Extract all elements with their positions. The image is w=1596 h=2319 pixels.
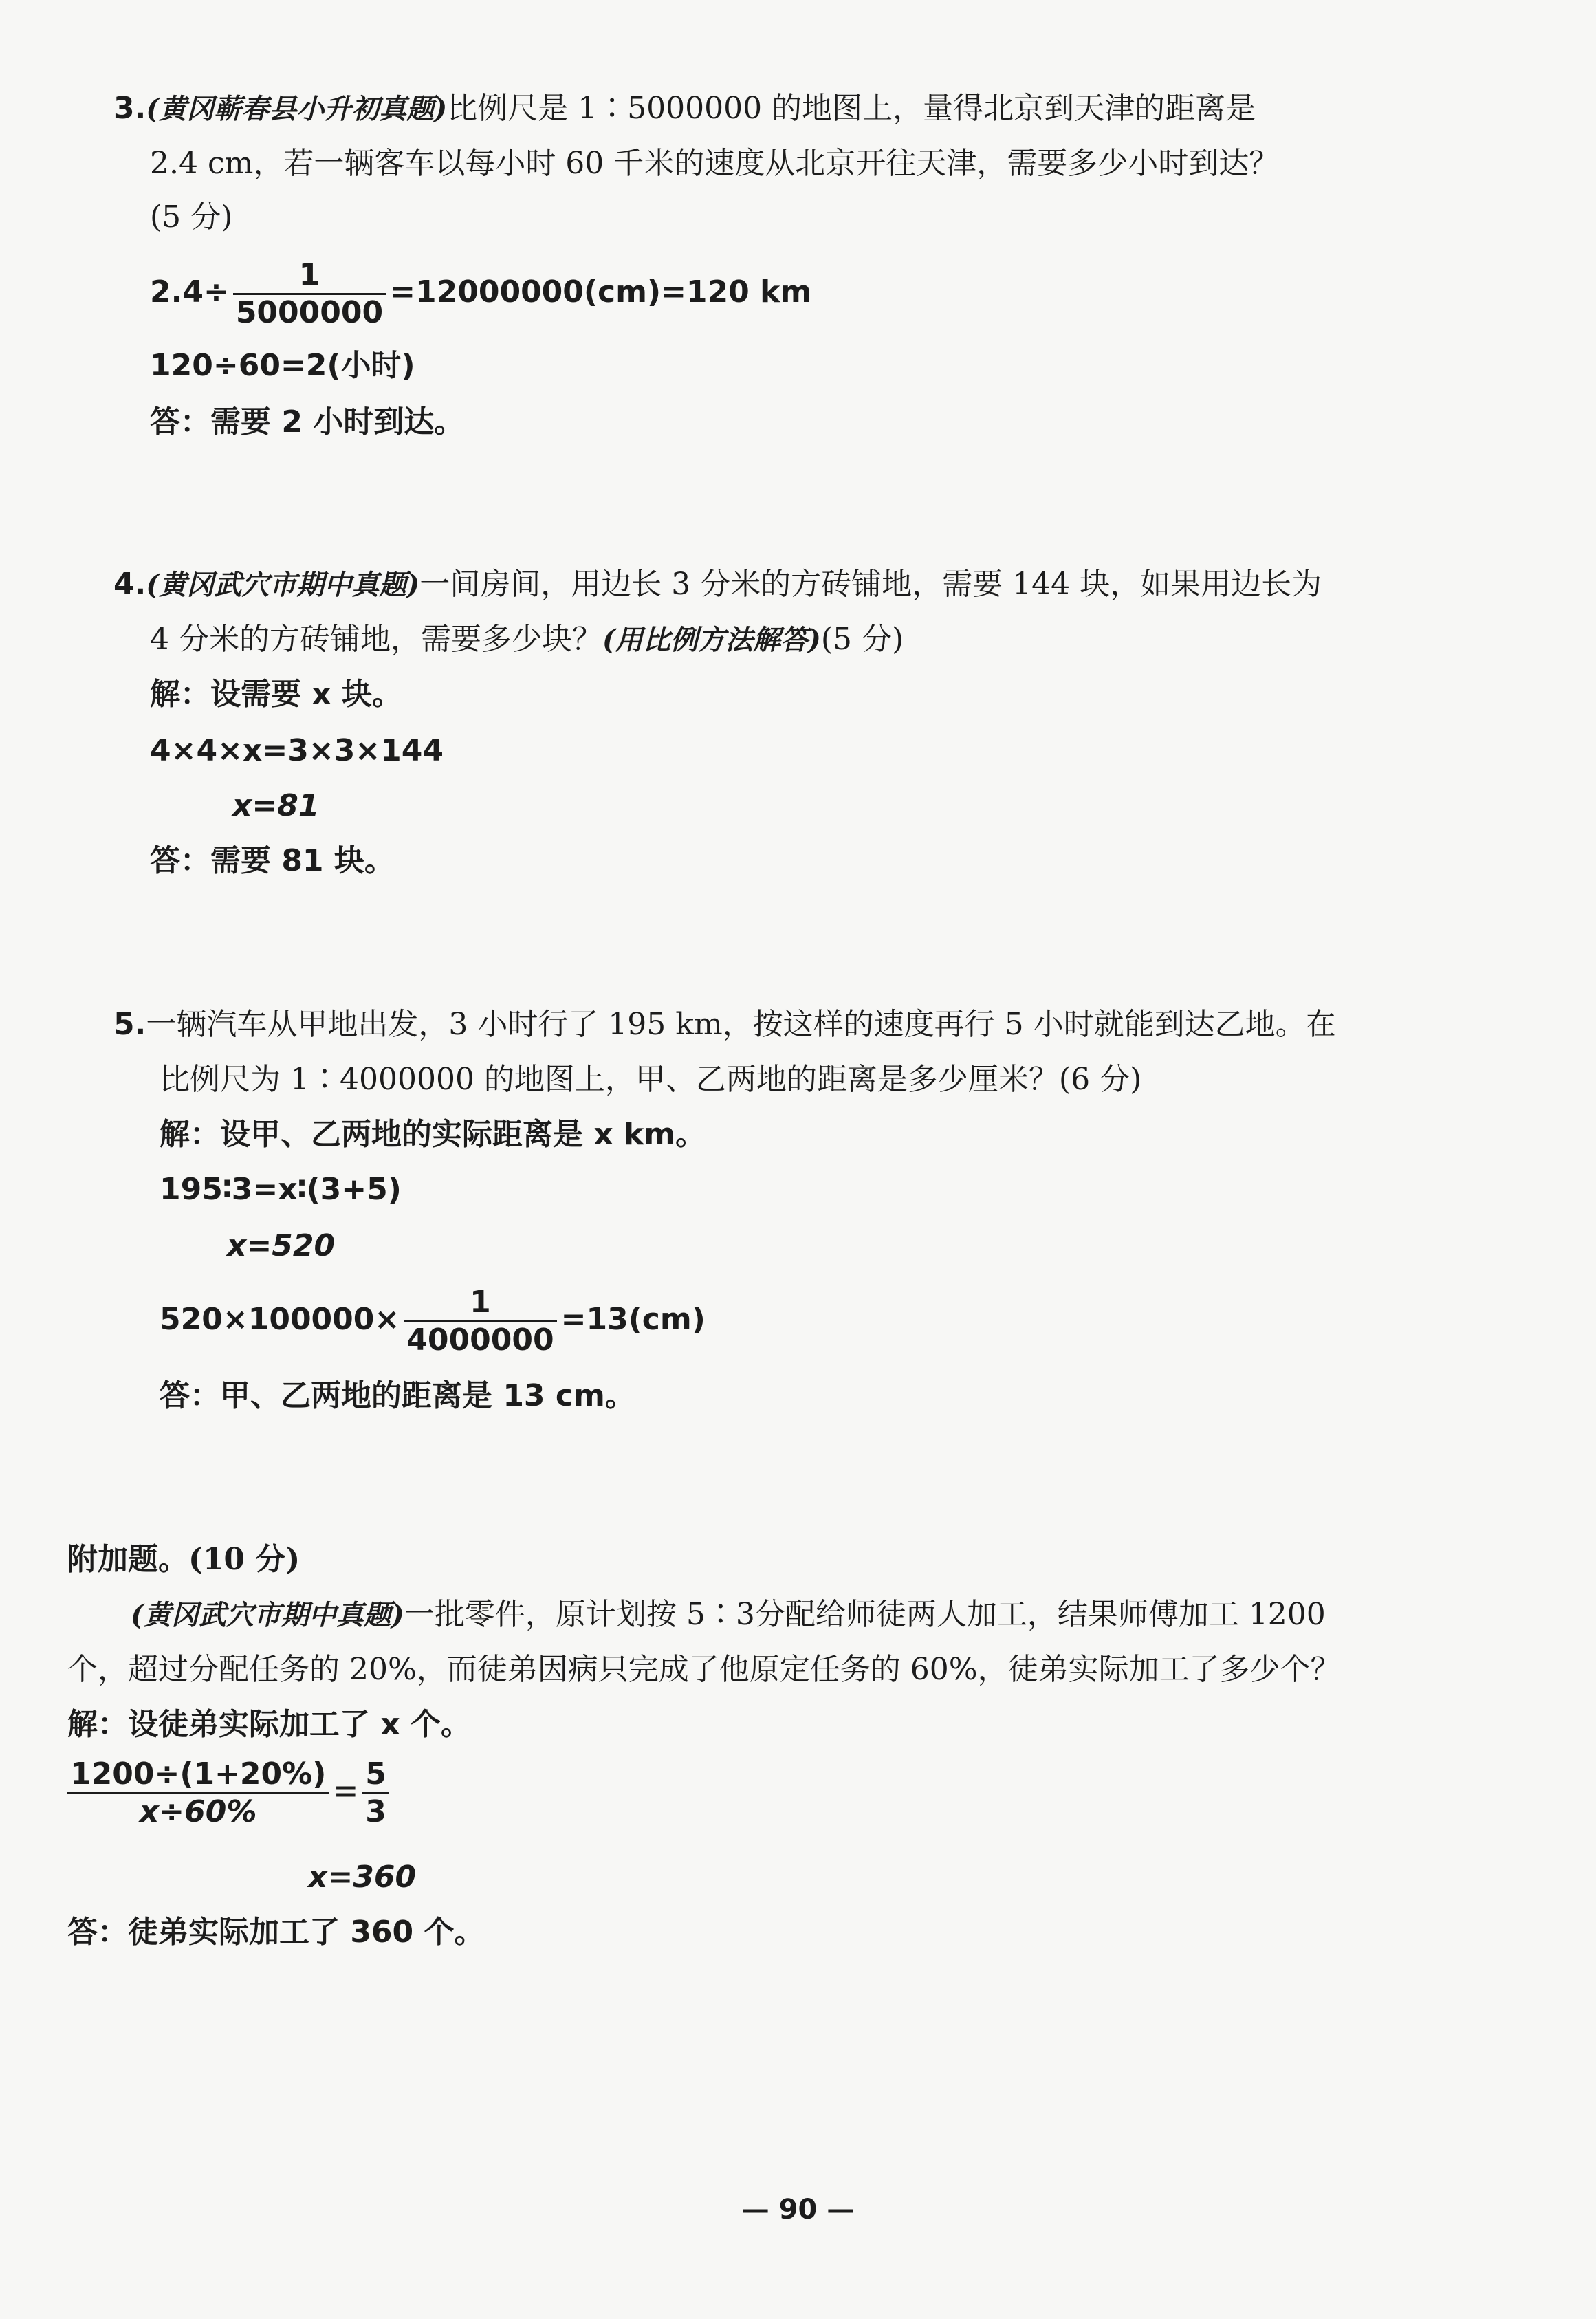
q3-text-1: 比例尺是 1∶5000000 的地图上，量得北京到天津的距离是 bbox=[447, 91, 1256, 126]
q3-line-1 bbox=[113, 88, 1256, 130]
q4-method: (用比例方法解答) bbox=[602, 624, 821, 656]
bonus-eq-right-fraction bbox=[362, 1756, 389, 1830]
q4-source: (黄冈武穴市期中真题) bbox=[146, 569, 420, 601]
q3-text-2: 2.4 cm，若一辆客车以每小时 60 千米的速度从北京开往天津，需要多少小时到达？ bbox=[150, 146, 1280, 181]
q5-step-numerator: 1 bbox=[404, 1285, 556, 1322]
q3-source: (黄冈蕲春县小升初真题) bbox=[146, 93, 448, 125]
q3-step2: 120÷60=2(小时) bbox=[150, 348, 415, 383]
q4-equation: 4×4×x=3×3×144 bbox=[150, 733, 444, 768]
bonus-answer: 答：徒弟实际加工了 360 个。 bbox=[67, 1915, 485, 1950]
bonus-equation bbox=[63, 1754, 393, 1830]
bonus-text-2: 个，超过分配任务的 20%，而徒弟因病只完成了他原定任务的 60%，徒弟实际加工了多少个？ bbox=[67, 1652, 1341, 1687]
q5-text-2: 比例尺为 1∶4000000 的地图上，甲、乙两地的距离是多少厘米？(6 分) bbox=[160, 1062, 1142, 1097]
q4-answer: 答：需要 81 块。 bbox=[150, 843, 395, 878]
bonus-eq-denominator: x÷60% bbox=[139, 1794, 257, 1829]
bonus-eq-numerator: 1200÷(1+20%) bbox=[67, 1756, 329, 1794]
q3-step1-fraction bbox=[233, 257, 386, 331]
q3-number: 3. bbox=[113, 91, 146, 126]
q3-answer: 答：需要 2 小时到达。 bbox=[150, 404, 465, 439]
q5-let: 解：设甲、乙两地的实际距离是 x km。 bbox=[160, 1117, 706, 1152]
q3-score: (5 分) bbox=[150, 199, 233, 235]
q5-step-fraction bbox=[404, 1285, 556, 1358]
page-number: — 90 — bbox=[741, 2194, 855, 2225]
bonus-eq-left-fraction bbox=[67, 1756, 329, 1830]
q5-answer: 答：甲、乙两地的距离是 13 cm。 bbox=[160, 1378, 635, 1413]
q5-step-left: 520×100000× bbox=[160, 1302, 400, 1337]
q3-step1-left: 2.4÷ bbox=[150, 274, 229, 309]
q5-step bbox=[160, 1282, 706, 1358]
bonus-text-1: 一批零件，原计划按 5∶3分配给师徒两人加工，结果师傅加工 1200 bbox=[404, 1597, 1326, 1632]
q4-text-2: 4 分米的方砖铺地，需要多少块？ bbox=[150, 622, 602, 657]
q5-number: 5. bbox=[113, 1007, 146, 1042]
q4-line-1 bbox=[113, 564, 1322, 606]
bonus-source: (黄冈武穴市期中真题) bbox=[131, 1599, 404, 1631]
bonus-eq-equals: = bbox=[333, 1774, 359, 1809]
q4-score: (5 分) bbox=[820, 622, 904, 657]
q3-step1 bbox=[150, 254, 811, 331]
q3-step1-numerator: 1 bbox=[233, 257, 386, 295]
q4-solution: x=81 bbox=[232, 788, 320, 823]
bonus-line-1 bbox=[131, 1594, 1326, 1636]
q5-line-1 bbox=[113, 1004, 1336, 1045]
q3-step1-right: =12000000(cm)=120 km bbox=[390, 274, 812, 309]
q4-number: 4. bbox=[113, 567, 146, 602]
q5-text-1: 一辆汽车从甲地出发，3 小时行了 195 km，按这样的速度再行 5 小时就能到达乙地。在 bbox=[146, 1007, 1336, 1042]
q5-step-right: =13(cm) bbox=[560, 1302, 706, 1337]
q4-let: 解：设需要 x 块。 bbox=[150, 677, 403, 712]
q4-text-1: 一间房间，用边长 3 分米的方砖铺地，需要 144 块，如果用边长为 bbox=[419, 567, 1322, 602]
q4-line-2 bbox=[150, 619, 904, 661]
bonus-eq-rhs-denominator: 3 bbox=[365, 1794, 386, 1829]
q5-equation: 195∶3=x∶(3+5) bbox=[160, 1172, 402, 1207]
bonus-eq-rhs-numerator: 5 bbox=[362, 1756, 389, 1794]
bonus-heading: 附加题。(10 分) bbox=[67, 1542, 300, 1577]
q5-step-denominator: 4000000 bbox=[406, 1322, 554, 1358]
q3-step1-denominator: 5000000 bbox=[235, 294, 384, 330]
bonus-let: 解：设徒弟实际加工了 x 个。 bbox=[67, 1707, 472, 1742]
q5-solution: x=520 bbox=[227, 1228, 336, 1263]
bonus-solution: x=360 bbox=[308, 1860, 417, 1895]
